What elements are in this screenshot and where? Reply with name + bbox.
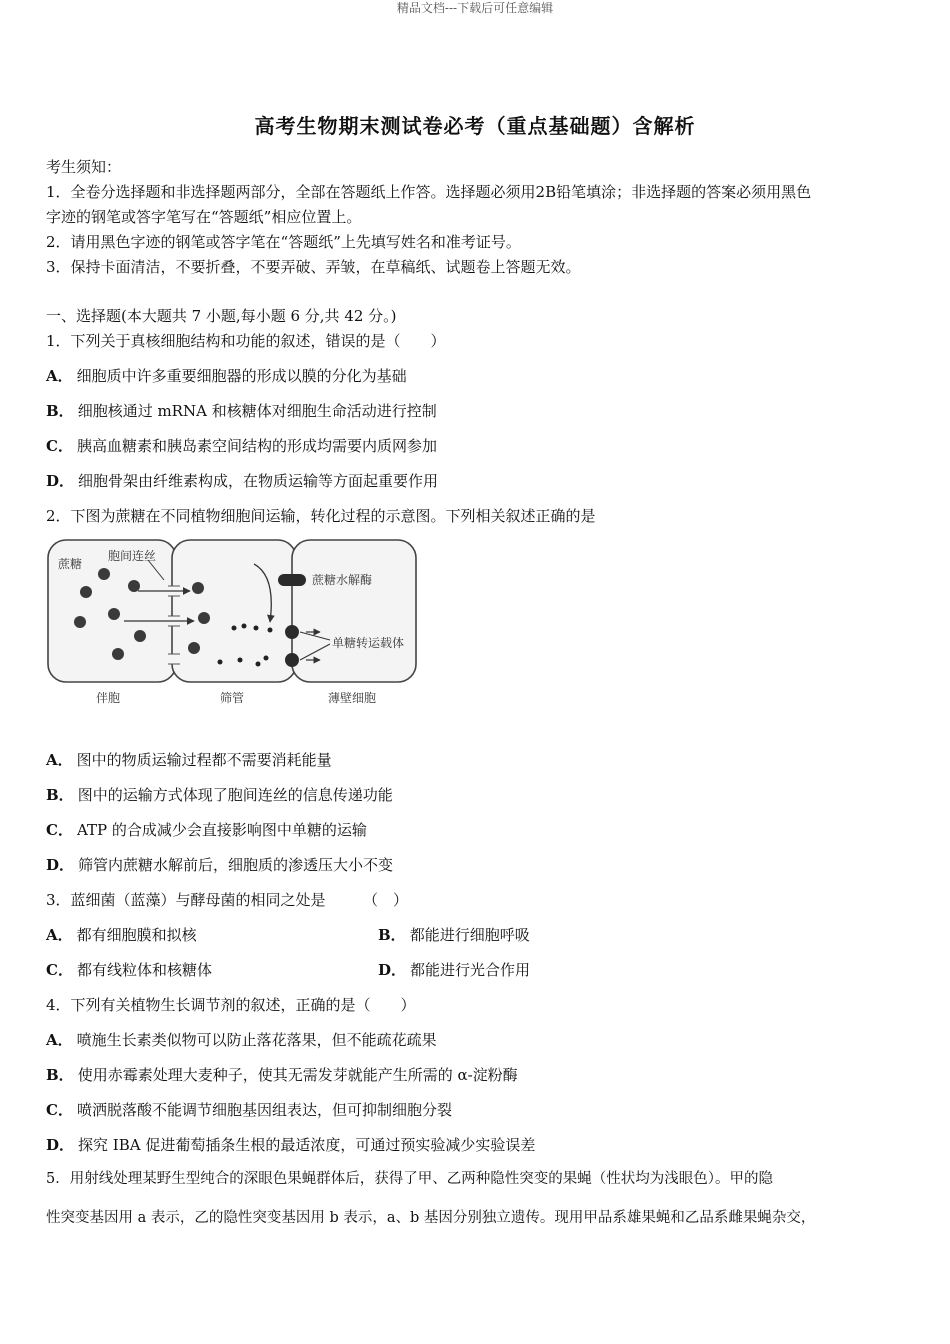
q1-option-a (46, 365, 407, 386)
q2-stem: 2．下图为蔗糖在不同植物细胞间运输，转化过程的示意图。下列相关叙述正确的是 (46, 507, 596, 525)
q1-option-b (46, 400, 437, 421)
q2-option-d-text: 筛管内蔗糖水解前后，细胞质的渗透压大小不变 (78, 856, 394, 874)
q3-option-b (378, 924, 530, 945)
carrier-protein (285, 625, 299, 639)
carrier-protein (285, 653, 299, 667)
q3-option-a (46, 926, 197, 944)
sieve-tube-cell (172, 540, 296, 682)
parenchyma-cell (292, 540, 416, 682)
q3-options-row-1 (46, 924, 906, 945)
option-letter: B． (378, 926, 406, 944)
header-note: 精品文档---下载后可任意编辑 (396, 1, 554, 15)
q3-option-c (46, 961, 212, 979)
option-letter: C． (46, 437, 73, 455)
q2-option-c-text: ATP 的合成减少会直接影响图中单糖的运输 (76, 821, 367, 839)
option-letter: D． (46, 1136, 75, 1154)
label-companion-cell: 伴胞 (96, 691, 121, 705)
q4-option-a (46, 1029, 437, 1050)
option-letter: A． (46, 367, 73, 385)
q5-line-2: 性突变基因用 a 表示，乙的隐性突变基因用 b 表示，a、b 基因分别独立遗传。现用甲品系雄果蝇和乙品系雌果蝇杂交， (46, 1210, 816, 1226)
q3-option-c-text: 都有线粒体和核糖体 (76, 961, 212, 979)
q4-option-b (46, 1064, 518, 1085)
option-letter: C． (46, 1101, 73, 1119)
notice-item-1: 1．全卷分选择题和非选择题两部分，全部在答题纸上作答。选择题必须用2B铅笔填涂；非选择题的答案必须用黑色 (46, 183, 812, 201)
section-heading: 一、选择题(本大题共 7 小题,每小题 6 分,共 42 分。) (46, 307, 397, 325)
q3-options-row-2 (46, 959, 906, 980)
q1-option-d (46, 470, 438, 491)
option-letter: C． (46, 961, 73, 979)
q1-stem: 1．下列关于真核细胞结构和功能的叙述，错误的是（ ） (46, 332, 446, 350)
q4-option-d-text: 探究 IBA 促进葡萄插条生根的最适浓度，可通过预实验减少实验误差 (78, 1136, 536, 1154)
option-letter: A． (46, 1031, 73, 1049)
q2-option-a (46, 749, 332, 770)
q2-option-c (46, 819, 367, 840)
option-letter: B． (46, 402, 74, 420)
option-letter: A． (46, 926, 73, 944)
q2-option-b (46, 784, 393, 805)
notice-heading: 考生须知： (46, 158, 122, 176)
q3-stem: 3．蓝细菌（蓝藻）与酵母菌的相同之处是 （ ） (46, 891, 409, 909)
notice-item-2: 2．请用黑色字迹的钢笔或答字笔在“答题纸”上先填写姓名和准考证号。 (46, 233, 521, 251)
q2-option-a-text: 图中的物质运输过程都不需要消耗能量 (76, 751, 332, 769)
notice-item-3: 3．保持卡面清洁，不要折叠，不要弄破、弄皱，在草稿纸、试题卷上答题无效。 (46, 258, 581, 276)
q5-line-1: 5．用射线处理某野生型纯合的深眼色果蝇群体后，获得了甲、乙两种隐性突变的果蝇（性状均为浅眼色）。甲的隐 (46, 1171, 773, 1187)
q4-option-d (46, 1134, 535, 1155)
q4-stem: 4．下列有关植物生长调节剂的叙述，正确的是（ ） (46, 996, 416, 1014)
q1-option-c (46, 435, 437, 456)
label-carrier: 单糖转运载体 (332, 636, 405, 650)
q1-option-b-text: 细胞核通过 mRNA 和核糖体对细胞生命活动进行控制 (77, 402, 437, 420)
option-letter: D． (46, 472, 75, 490)
page-title: 高考生物期末测试卷必考（重点基础题）含解析 (254, 114, 696, 138)
option-letter: A． (46, 751, 73, 769)
option-letter: B． (46, 1066, 74, 1084)
q1-option-c-text: 胰高血糖素和胰岛素空间结构的形成均需要内质网参加 (76, 437, 437, 455)
q4-option-b-text: 使用赤霉素处理大麦种子，使其无需发芽就能产生所需的 α-淀粉酶 (77, 1066, 518, 1084)
label-parenchyma: 薄壁细胞 (328, 691, 377, 705)
option-letter: D． (46, 856, 75, 874)
option-letter: B． (46, 786, 74, 804)
q4-option-c-text: 喷洒脱落酸不能调节细胞基因组表达，但可抑制细胞分裂 (76, 1101, 452, 1119)
label-sieve-tube: 筛管 (220, 691, 245, 705)
q2-option-b-text: 图中的运输方式体现了胞间连丝的信息传递功能 (77, 786, 393, 804)
option-letter: D． (378, 961, 407, 979)
notice-item-1-cont: 字迹的钢笔或答字笔写在“答题纸”相应位置上。 (46, 208, 362, 226)
q4-option-a-text: 喷施生长素类似物可以防止落花落果，但不能疏花疏果 (76, 1031, 437, 1049)
sucrase-enzyme (278, 574, 306, 586)
q4-option-c (46, 1099, 452, 1120)
q3-option-d (378, 959, 530, 980)
label-plasmodesmata: 胞间连丝 (108, 549, 157, 563)
q3-option-d-text: 都能进行光合作用 (410, 961, 531, 979)
option-letter: C． (46, 821, 73, 839)
sucrose-transport-diagram (44, 536, 424, 711)
q3-option-b-text: 都能进行细胞呼吸 (409, 926, 530, 944)
label-sucrose: 蔗糖 (58, 557, 83, 571)
q1-option-d-text: 细胞骨架由纤维素构成，在物质运输等方面起重要作用 (78, 472, 439, 490)
q2-option-d (46, 854, 393, 875)
label-sucrase: 蔗糖水解酶 (312, 573, 373, 587)
q3-option-a-text: 都有细胞膜和拟核 (76, 926, 197, 944)
q1-option-a-text: 细胞质中许多重要细胞器的形成以膜的分化为基础 (76, 367, 407, 385)
